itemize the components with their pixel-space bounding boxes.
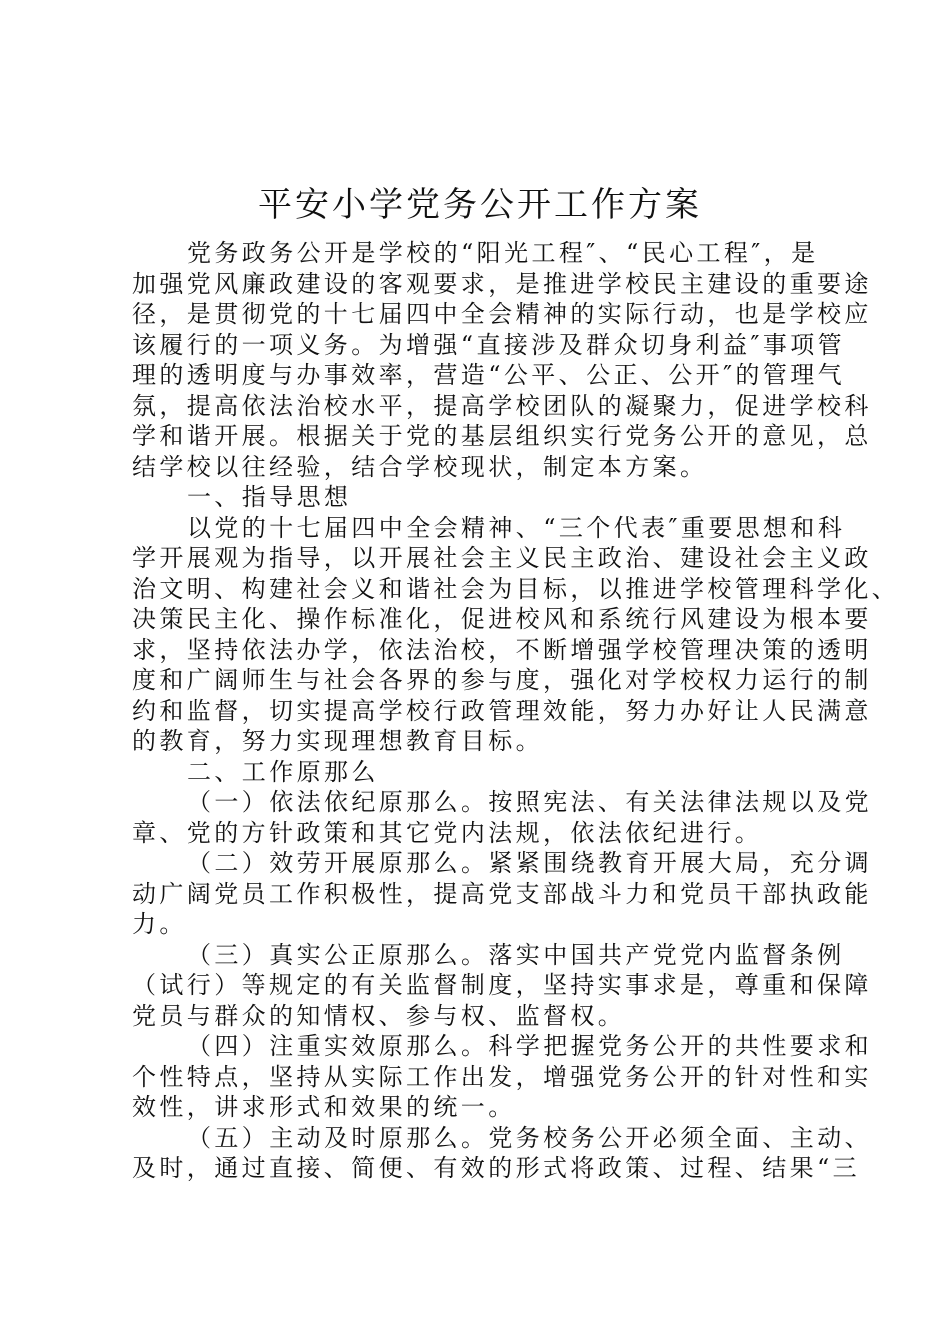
paragraph-line: 的教育，努力实现理想教育目标。 xyxy=(132,727,543,755)
paragraph-line: 以党的十七届四中全会精神、“三个代表″重要思想和科 xyxy=(187,513,846,542)
paragraph-line: 党务政务公开是学校的“阳光工程″、“民心工程″，是 xyxy=(187,239,819,267)
paragraph-line: （二）效劳开展原那么。紧紧围绕教育开展大局，充分调 xyxy=(187,849,872,877)
paragraph xyxy=(132,1031,872,1123)
paragraph-line: 学开展观为指导，以开展社会主义民主政治、建设社会主义政 xyxy=(132,544,872,572)
paragraph-line: 一、指导思想 xyxy=(187,483,352,511)
paragraph-line: 治文明、构建社会义和谐社会为目标，以推进学校管理科学化、 xyxy=(132,574,900,603)
paragraph-line: 结学校以往经验，结合学校现状，制定本方案。 xyxy=(132,452,708,481)
paragraph xyxy=(132,848,872,940)
paragraph-line: 度和广阔师生与社会各界的参与度，强化对学校权力运行的制 xyxy=(132,666,872,694)
document-body xyxy=(132,238,900,1184)
paragraph-line: 决策民主化、操作标准化，促进校风和系统行风建设为根本要 xyxy=(132,605,872,633)
paragraph-line: （五）主动及时原那么。党务校务公开必须全面、主动、 xyxy=(187,1123,872,1152)
paragraph-line: 及时，通过直接、简便、有效的形式将政策、过程、结果“三 xyxy=(132,1154,861,1182)
paragraph-line: （一）依法依纪原那么。按照宪法、有关法律法规以及党 xyxy=(187,788,872,816)
paragraph-line: 学和谐开展。根据关于党的基层组织实行党务公开的意见，总 xyxy=(132,422,872,450)
paragraph-line: 理的透明度与办事效率，营造“公平、公正、公开″的管理气 xyxy=(132,361,846,389)
paragraph-line: 氛，提高依法治校水平，提高学校团队的凝聚力，促进学校科 xyxy=(132,391,872,420)
paragraph-line: 党员与群众的知情权、参与权、监督权。 xyxy=(132,1001,626,1030)
paragraph xyxy=(132,513,900,757)
paragraph-line: 个性特点，坚持从实际工作出发，增强党务公开的针对性和实 xyxy=(132,1062,872,1091)
paragraph-line: 章、党的方针政策和其它党内法规，依法依纪进行。 xyxy=(132,818,763,847)
paragraph-line: （试行）等规定的有关监督制度，坚持实事求是，尊重和保障 xyxy=(132,971,872,999)
paragraph-line: 该履行的一项义务。为增强“直接涉及群众切身利益″事项管 xyxy=(132,330,846,359)
paragraph-line: 二、工作原那么 xyxy=(187,757,379,786)
document-title: 平安小学党务公开工作方案 xyxy=(258,185,702,225)
paragraph xyxy=(132,1123,872,1184)
paragraph-line: 加强党风廉政建设的客观要求，是推进学校民主建设的重要途 xyxy=(132,269,872,298)
paragraph-line: 径，是贯彻党的十七届四中全会精神的实际行动，也是学校应 xyxy=(132,300,872,328)
paragraph xyxy=(132,757,832,788)
paragraph-line: （三）真实公正原那么。落实中国共产党党内监督条例 xyxy=(187,940,845,969)
paragraph xyxy=(132,482,832,513)
paragraph xyxy=(132,787,872,848)
paragraph-line: 求，坚持依法办学，依法治校，不断增强学校管理决策的透明 xyxy=(132,635,872,664)
paragraph xyxy=(132,940,872,1032)
paragraph-line: 力。 xyxy=(132,910,187,938)
paragraph-line: 效性，讲求形式和效果的统一。 xyxy=(132,1093,516,1121)
paragraph-line: 动广阔党员工作积极性，提高党支部战斗力和党员干部执政能 xyxy=(132,879,872,908)
paragraph-line: （四）注重实效原那么。科学把握党务公开的共性要求和 xyxy=(187,1032,872,1060)
paragraph-line: 约和监督，切实提高学校行政管理效能，努力办好让人民满意 xyxy=(132,696,872,725)
paragraph xyxy=(132,238,872,482)
